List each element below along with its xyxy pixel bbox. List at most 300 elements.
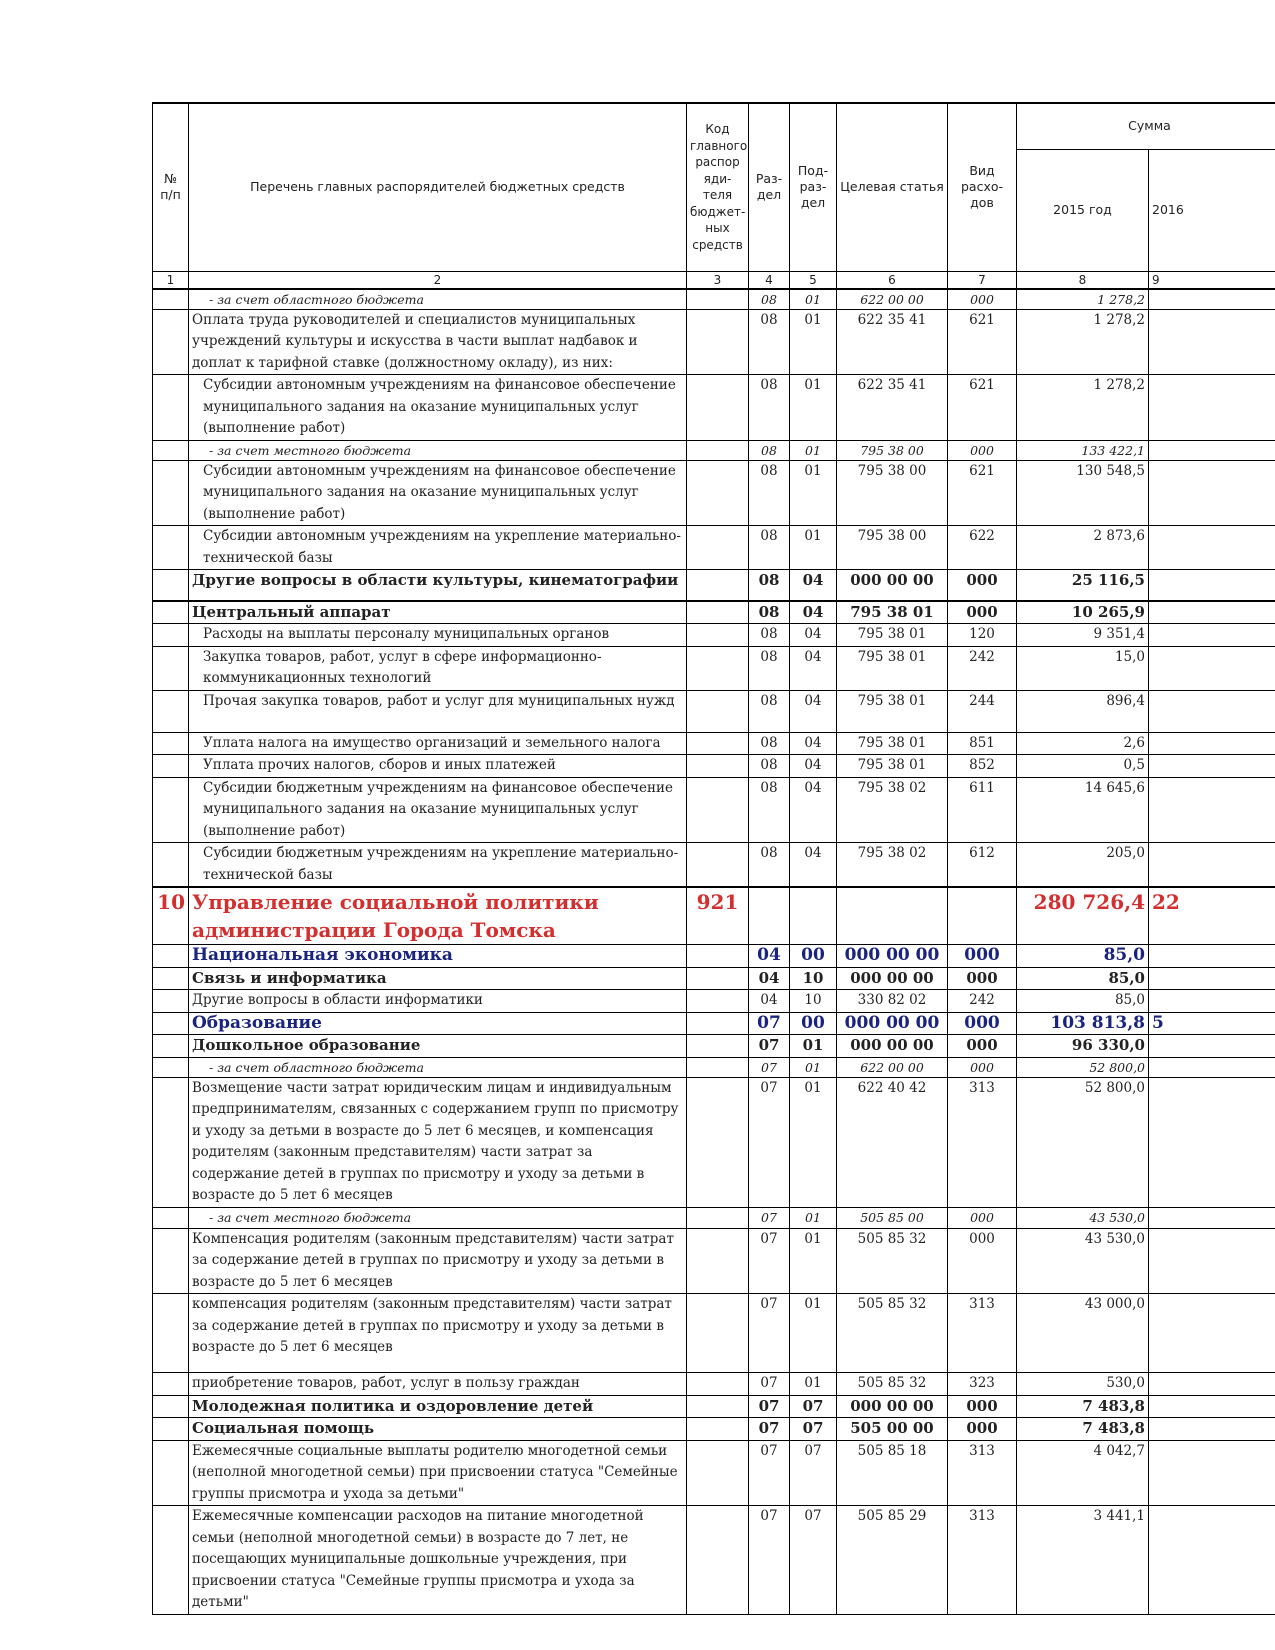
row-podrazdel: 01 (790, 1207, 837, 1228)
row-razdel: 07 (749, 1057, 790, 1077)
row-code (687, 1373, 749, 1396)
header-cel: Целевая статья (837, 103, 948, 271)
row-podrazdel: 01 (790, 1294, 837, 1373)
row-number (153, 440, 189, 460)
row-cel: 000 00 00 (837, 967, 948, 990)
row-cel: 795 38 01 (837, 601, 948, 624)
row-name: Субсидии бюджетным учреждениям на финансовое обеспечение муниципального задания на оказание муниципальных услуг (выполнение работ) (189, 777, 687, 843)
row-cel: 622 40 42 (837, 1077, 948, 1207)
table-row (153, 1012, 1275, 1035)
row-sum-2015: 52 800,0 (1017, 1077, 1149, 1207)
table-row (153, 624, 1275, 647)
col-number: 9 (1149, 271, 1275, 289)
row-sum-2016 (1149, 843, 1275, 888)
row-sum-2015: 3 441,1 (1017, 1506, 1149, 1615)
row-vid: 242 (948, 646, 1017, 690)
row-cel: 505 85 32 (837, 1228, 948, 1294)
table-row (153, 1395, 1275, 1418)
header-year-2016: 2016 (1149, 149, 1275, 271)
row-razdel: 07 (749, 1418, 790, 1441)
row-cel: 000 00 00 (837, 1035, 948, 1058)
row-code (687, 1395, 749, 1418)
row-vid: 244 (948, 690, 1017, 732)
row-name: Расходы на выплаты персоналу муниципальных органов (189, 624, 687, 647)
row-number (153, 990, 189, 1013)
row-sum-2016 (1149, 777, 1275, 843)
row-number (153, 601, 189, 624)
table-header (153, 103, 1275, 289)
row-name: Другие вопросы в области культуры, кинематографии (189, 570, 687, 601)
col-number: 6 (837, 271, 948, 289)
budget-table-sheet (152, 102, 1275, 1615)
row-number (153, 309, 189, 375)
row-sum-2015: 43 530,0 (1017, 1207, 1149, 1228)
table-row (153, 990, 1275, 1013)
row-number (153, 1418, 189, 1441)
table-row (153, 1506, 1275, 1615)
row-podrazdel: 04 (790, 777, 837, 843)
budget-table (152, 102, 1275, 1615)
row-sum-2016 (1149, 309, 1275, 375)
row-sum-2015: 133 422,1 (1017, 440, 1149, 460)
row-sum-2015: 0,5 (1017, 755, 1149, 778)
row-sum-2015: 96 330,0 (1017, 1035, 1149, 1058)
row-number (153, 1077, 189, 1207)
row-code (687, 460, 749, 526)
row-razdel: 07 (749, 1373, 790, 1396)
row-vid: 000 (948, 440, 1017, 460)
row-cel: 795 38 01 (837, 646, 948, 690)
table-row (153, 375, 1275, 441)
row-sum-2015: 15,0 (1017, 646, 1149, 690)
row-sum-2015: 1 278,2 (1017, 309, 1149, 375)
row-podrazdel: 01 (790, 440, 837, 460)
row-sum-2016 (1149, 755, 1275, 778)
row-number (153, 967, 189, 990)
row-vid: 000 (948, 1395, 1017, 1418)
row-podrazdel: 01 (790, 1057, 837, 1077)
row-sum-2015: 530,0 (1017, 1373, 1149, 1396)
row-sum-2016 (1149, 570, 1275, 601)
row-sum-2016 (1149, 624, 1275, 647)
row-podrazdel: 01 (790, 1077, 837, 1207)
row-code (687, 990, 749, 1013)
row-vid: 000 (948, 1207, 1017, 1228)
row-number (153, 570, 189, 601)
row-cel: 622 00 00 (837, 1057, 948, 1077)
row-number (153, 1207, 189, 1228)
row-podrazdel: 00 (790, 945, 837, 968)
row-podrazdel: 04 (790, 624, 837, 647)
row-vid: 000 (948, 601, 1017, 624)
row-podrazdel: 01 (790, 289, 837, 310)
row-number (153, 1506, 189, 1615)
row-cel: 795 38 02 (837, 777, 948, 843)
row-razdel: 08 (749, 690, 790, 732)
row-number (153, 624, 189, 647)
row-number (153, 1373, 189, 1396)
row-vid: 000 (948, 570, 1017, 601)
row-code (687, 440, 749, 460)
row-sum-2016 (1149, 1035, 1275, 1058)
table-row (153, 440, 1275, 460)
row-sum-2016 (1149, 1057, 1275, 1077)
row-code (687, 732, 749, 755)
row-cel: 505 85 32 (837, 1294, 948, 1373)
row-razdel: 08 (749, 309, 790, 375)
row-code (687, 1440, 749, 1506)
row-razdel: 07 (749, 1506, 790, 1615)
row-number (153, 646, 189, 690)
row-razdel: 07 (749, 1012, 790, 1035)
table-row (153, 1440, 1275, 1506)
row-code (687, 690, 749, 732)
row-cel: 795 38 00 (837, 440, 948, 460)
row-vid: 000 (948, 967, 1017, 990)
row-razdel: 08 (749, 624, 790, 647)
row-sum-2016 (1149, 1506, 1275, 1615)
row-razdel: 08 (749, 777, 790, 843)
row-vid: 852 (948, 755, 1017, 778)
row-cel: 000 00 00 (837, 570, 948, 601)
row-vid: 000 (948, 1012, 1017, 1035)
row-name: Другие вопросы в области информатики (189, 990, 687, 1013)
table-row (153, 690, 1275, 732)
row-name: Субсидии автономным учреждениям на финансовое обеспечение муниципального задания на оказание муниципальных услуг (выполнение работ) (189, 460, 687, 526)
col-number: 3 (687, 271, 749, 289)
row-number (153, 843, 189, 888)
row-podrazdel: 04 (790, 570, 837, 601)
row-code (687, 375, 749, 441)
row-sum-2016 (1149, 1418, 1275, 1441)
row-number (153, 1228, 189, 1294)
row-code (687, 1294, 749, 1373)
row-number (153, 1057, 189, 1077)
header-column-numbers (153, 271, 1275, 289)
row-podrazdel: 04 (790, 755, 837, 778)
row-vid: 621 (948, 460, 1017, 526)
row-cel: 505 85 29 (837, 1506, 948, 1615)
row-name: - за счет местного бюджета (189, 440, 687, 460)
row-vid: 313 (948, 1294, 1017, 1373)
row-number (153, 289, 189, 310)
row-code (687, 624, 749, 647)
table-row (153, 570, 1275, 601)
row-sum-2016 (1149, 945, 1275, 968)
row-name: Субсидии автономным учреждениям на укрепление материально-технической базы (189, 526, 687, 570)
row-cel: 795 38 01 (837, 755, 948, 778)
row-sum-2015: 896,4 (1017, 690, 1149, 732)
row-number (153, 1395, 189, 1418)
row-sum-2015: 25 116,5 (1017, 570, 1149, 601)
table-row (153, 843, 1275, 888)
row-code (687, 289, 749, 310)
row-name: Центральный аппарат (189, 601, 687, 624)
row-sum-2015: 43 530,0 (1017, 1228, 1149, 1294)
row-vid: 000 (948, 1228, 1017, 1294)
row-sum-2016 (1149, 967, 1275, 990)
row-cel: 622 35 41 (837, 375, 948, 441)
row-razdel: 07 (749, 1207, 790, 1228)
header-podrazdel: Под- раз- дел (790, 103, 837, 271)
row-sum-2015: 205,0 (1017, 843, 1149, 888)
row-sum-2016 (1149, 732, 1275, 755)
row-cel: 330 82 02 (837, 990, 948, 1013)
row-code (687, 601, 749, 624)
row-cel: 622 00 00 (837, 289, 948, 310)
row-podrazdel: 01 (790, 526, 837, 570)
row-vid: 621 (948, 375, 1017, 441)
table-row (153, 1418, 1275, 1441)
col-number: 2 (189, 271, 687, 289)
row-name: Образование (189, 1012, 687, 1035)
row-sum-2015: 280 726,4 (1017, 887, 1149, 945)
row-sum-2016 (1149, 1440, 1275, 1506)
row-code (687, 1506, 749, 1615)
row-razdel: 08 (749, 460, 790, 526)
row-vid: 000 (948, 289, 1017, 310)
row-podrazdel: 01 (790, 460, 837, 526)
row-cel: 795 38 01 (837, 624, 948, 647)
row-code (687, 1207, 749, 1228)
row-number (153, 526, 189, 570)
row-razdel: 08 (749, 289, 790, 310)
row-vid (948, 887, 1017, 945)
row-number (153, 1294, 189, 1373)
row-vid: 323 (948, 1373, 1017, 1396)
row-podrazdel: 01 (790, 1035, 837, 1058)
table-row (153, 1077, 1275, 1207)
header-razdel: Раз- дел (749, 103, 790, 271)
row-name: Управление социальной политики администрации Города Томска (189, 887, 687, 945)
row-number (153, 755, 189, 778)
row-cel: 505 85 32 (837, 1373, 948, 1396)
row-name: Уплата прочих налогов, сборов и иных платежей (189, 755, 687, 778)
row-name: Субсидии бюджетным учреждениям на укрепление материально-технической базы (189, 843, 687, 888)
row-razdel: 04 (749, 967, 790, 990)
row-cel (837, 887, 948, 945)
row-razdel: 04 (749, 990, 790, 1013)
row-number (153, 732, 189, 755)
row-code (687, 1012, 749, 1035)
row-sum-2015: 103 813,8 (1017, 1012, 1149, 1035)
row-code (687, 1035, 749, 1058)
row-podrazdel: 00 (790, 1012, 837, 1035)
row-cel: 505 00 00 (837, 1418, 948, 1441)
row-sum-2016 (1149, 646, 1275, 690)
row-sum-2016 (1149, 1077, 1275, 1207)
row-sum-2015: 9 351,4 (1017, 624, 1149, 647)
row-vid: 313 (948, 1440, 1017, 1506)
row-sum-2015: 85,0 (1017, 945, 1149, 968)
row-cel: 000 00 00 (837, 1395, 948, 1418)
col-number: 1 (153, 271, 189, 289)
row-code (687, 967, 749, 990)
row-razdel: 08 (749, 570, 790, 601)
row-razdel (749, 887, 790, 945)
header-summa: Сумма (1017, 103, 1275, 149)
col-number: 5 (790, 271, 837, 289)
row-podrazdel: 04 (790, 646, 837, 690)
table-row (153, 887, 1275, 945)
row-sum-2015: 130 548,5 (1017, 460, 1149, 526)
row-code (687, 646, 749, 690)
row-razdel: 08 (749, 526, 790, 570)
row-vid: 000 (948, 1057, 1017, 1077)
row-razdel: 07 (749, 1395, 790, 1418)
row-podrazdel: 01 (790, 1228, 837, 1294)
row-podrazdel: 04 (790, 732, 837, 755)
row-sum-2016 (1149, 1294, 1275, 1373)
row-code (687, 1228, 749, 1294)
row-sum-2016 (1149, 601, 1275, 624)
table-row (153, 1373, 1275, 1396)
row-cel: 795 38 00 (837, 526, 948, 570)
row-name: Компенсация родителям (законным представителям) части затрат за содержание детей в группах по присмотру и уходу за детьми в возрасте до 5 лет 6 месяцев (189, 1228, 687, 1294)
row-sum-2015: 2 873,6 (1017, 526, 1149, 570)
table-row (153, 460, 1275, 526)
row-sum-2015: 2,6 (1017, 732, 1149, 755)
row-sum-2016 (1149, 1207, 1275, 1228)
table-row (153, 1207, 1275, 1228)
row-number (153, 1035, 189, 1058)
row-cel: 795 38 01 (837, 690, 948, 732)
row-number (153, 460, 189, 526)
row-razdel: 08 (749, 375, 790, 441)
row-cel: 000 00 00 (837, 1012, 948, 1035)
row-podrazdel: 04 (790, 690, 837, 732)
table-row (153, 601, 1275, 624)
row-name: Прочая закупка товаров, работ и услуг для муниципальных нужд (189, 690, 687, 732)
table-row (153, 967, 1275, 990)
row-sum-2015: 7 483,8 (1017, 1418, 1149, 1441)
row-razdel: 07 (749, 1440, 790, 1506)
row-vid: 000 (948, 1035, 1017, 1058)
row-sum-2015: 1 278,2 (1017, 375, 1149, 441)
row-podrazdel: 07 (790, 1440, 837, 1506)
row-sum-2016: 22 (1149, 887, 1275, 945)
row-sum-2015: 85,0 (1017, 990, 1149, 1013)
row-razdel: 08 (749, 601, 790, 624)
row-number (153, 375, 189, 441)
row-name: Дошкольное образование (189, 1035, 687, 1058)
table-row (153, 289, 1275, 310)
row-name: Ежемесячные компенсации расходов на питание многодетной семьи (неполной многодетной семьи) в возрасте до 7 лет, не посещающих муниципальные дошкольные учреждения, при присвоении статуса "Семейные группы присмотра и ухода за детьми" (189, 1506, 687, 1615)
row-number (153, 777, 189, 843)
row-podrazdel (790, 887, 837, 945)
row-code (687, 843, 749, 888)
row-cel: 622 35 41 (837, 309, 948, 375)
row-razdel: 08 (749, 440, 790, 460)
row-code (687, 1057, 749, 1077)
row-cel: 795 38 01 (837, 732, 948, 755)
table-row (153, 755, 1275, 778)
row-code (687, 309, 749, 375)
header-no: № п/п (153, 103, 189, 271)
row-podrazdel: 01 (790, 1373, 837, 1396)
row-razdel: 07 (749, 1035, 790, 1058)
row-sum-2016 (1149, 690, 1275, 732)
row-code (687, 755, 749, 778)
header-year-2015: 2015 год (1017, 149, 1149, 271)
row-code (687, 1077, 749, 1207)
row-sum-2015: 52 800,0 (1017, 1057, 1149, 1077)
row-razdel: 08 (749, 755, 790, 778)
row-code (687, 777, 749, 843)
row-name: Ежемесячные социальные выплаты родителю многодетной семьи (неполной многодетной семьи) при присвоении статуса "Семейные группы присмотра и ухода за детьми" (189, 1440, 687, 1506)
row-sum-2016 (1149, 990, 1275, 1013)
table-row (153, 777, 1275, 843)
row-podrazdel: 01 (790, 309, 837, 375)
table-row (153, 1035, 1275, 1058)
row-vid: 313 (948, 1077, 1017, 1207)
row-podrazdel: 10 (790, 967, 837, 990)
row-cel: 505 85 18 (837, 1440, 948, 1506)
row-vid: 000 (948, 1418, 1017, 1441)
row-vid: 611 (948, 777, 1017, 843)
row-name: - за счет областного бюджета (189, 1057, 687, 1077)
row-sum-2015: 14 645,6 (1017, 777, 1149, 843)
col-number: 4 (749, 271, 790, 289)
row-sum-2015: 7 483,8 (1017, 1395, 1149, 1418)
row-vid: 851 (948, 732, 1017, 755)
row-razdel: 07 (749, 1294, 790, 1373)
row-code (687, 945, 749, 968)
row-podrazdel: 07 (790, 1506, 837, 1615)
row-sum-2016 (1149, 375, 1275, 441)
row-name: приобретение товаров, работ, услуг в пользу граждан (189, 1373, 687, 1396)
row-razdel: 08 (749, 732, 790, 755)
table-row (153, 646, 1275, 690)
row-podrazdel: 04 (790, 843, 837, 888)
row-code (687, 1418, 749, 1441)
row-name: Связь и информатика (189, 967, 687, 990)
row-name: Национальная экономика (189, 945, 687, 968)
row-vid: 612 (948, 843, 1017, 888)
row-sum-2015: 10 265,9 (1017, 601, 1149, 624)
row-name: Уплата налога на имущество организаций и земельного налога (189, 732, 687, 755)
row-number (153, 1440, 189, 1506)
row-number: 10 (153, 887, 189, 945)
row-sum-2016: 5 (1149, 1012, 1275, 1035)
table-row (153, 309, 1275, 375)
row-name: компенсация родителям (законным представителям) части затрат за содержание детей в группах по присмотру и уходу за детьми в возрасте до 5 лет 6 месяцев (189, 1294, 687, 1373)
row-vid: 621 (948, 309, 1017, 375)
row-code (687, 526, 749, 570)
row-sum-2016 (1149, 440, 1275, 460)
row-sum-2016 (1149, 1395, 1275, 1418)
row-cel: 000 00 00 (837, 945, 948, 968)
header-code: Код главного распор яди- теля бюджет- ных средств (687, 103, 749, 271)
row-cel: 795 38 02 (837, 843, 948, 888)
table-row (153, 732, 1275, 755)
table-row (153, 526, 1275, 570)
row-vid: 000 (948, 945, 1017, 968)
row-name: Молодежная политика и оздоровление детей (189, 1395, 687, 1418)
row-code (687, 570, 749, 601)
row-sum-2016 (1149, 289, 1275, 310)
row-sum-2016 (1149, 1228, 1275, 1294)
row-number (153, 690, 189, 732)
row-podrazdel: 04 (790, 601, 837, 624)
row-number (153, 945, 189, 968)
row-podrazdel: 10 (790, 990, 837, 1013)
table-row (153, 945, 1275, 968)
row-razdel: 04 (749, 945, 790, 968)
row-vid: 622 (948, 526, 1017, 570)
row-sum-2016 (1149, 460, 1275, 526)
header-name: Перечень главных распорядителей бюджетных средств (189, 103, 687, 271)
